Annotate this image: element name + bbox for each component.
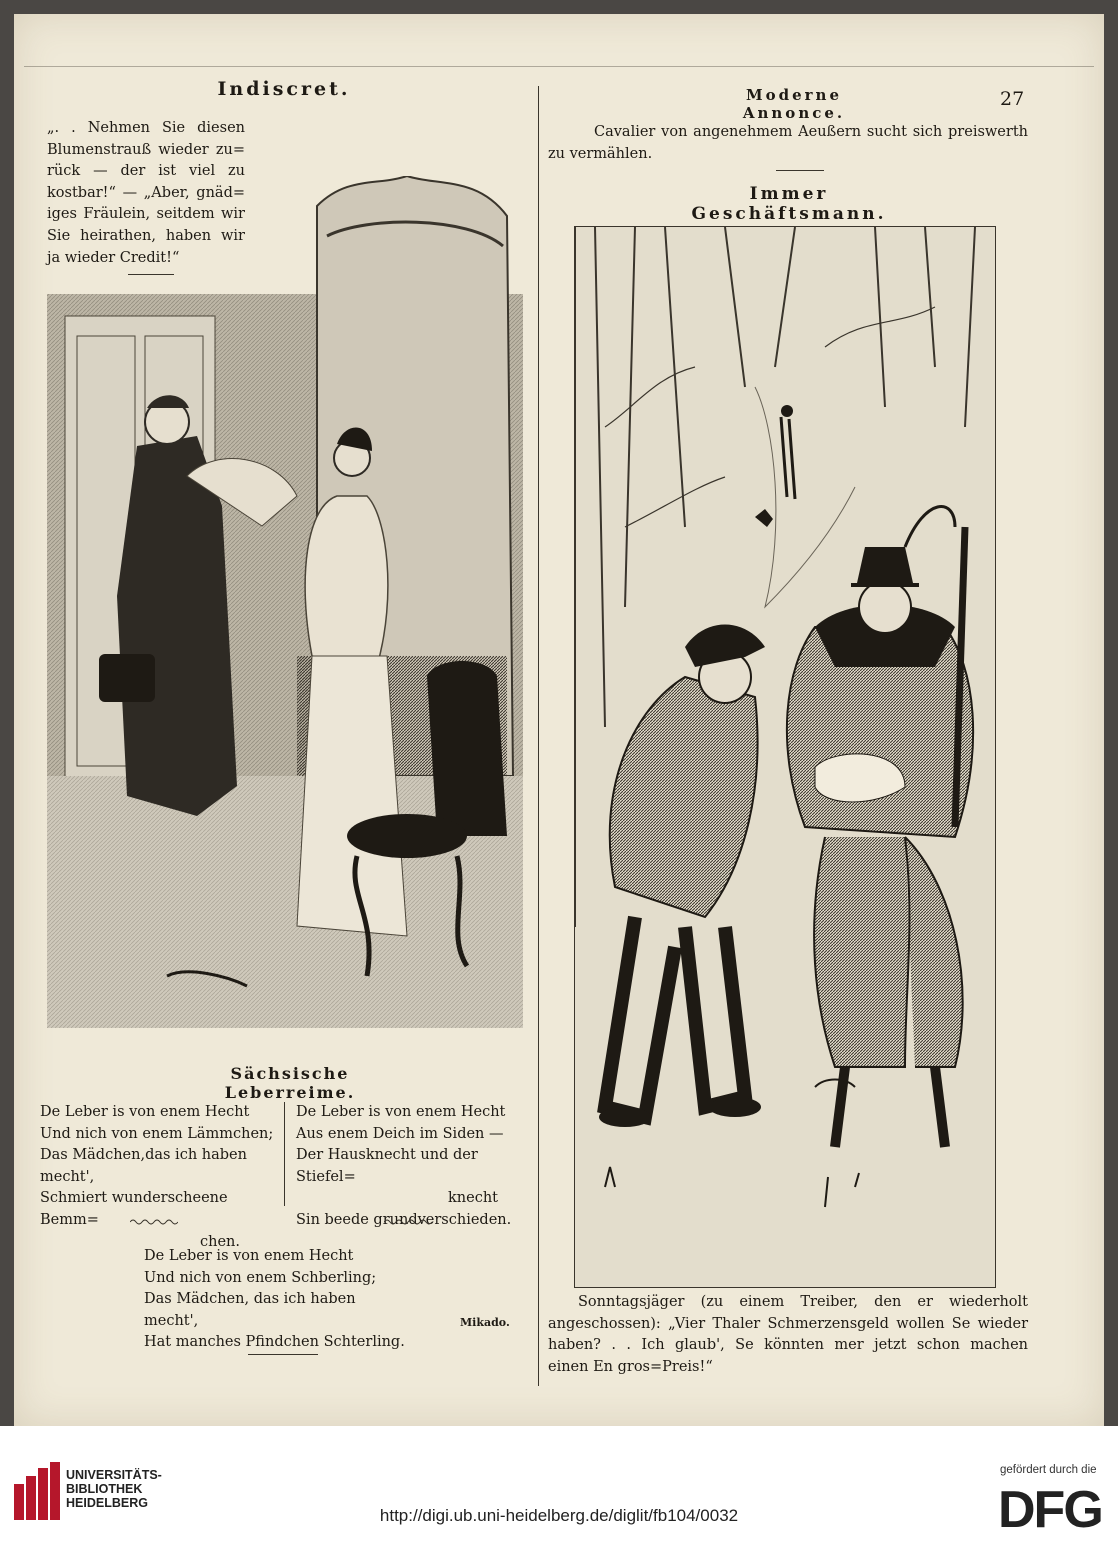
caption-line: einen En gros=Preis!“ [548, 1358, 713, 1375]
verse-three [144, 1246, 414, 1354]
geschaeftsmann-caption [548, 1292, 1028, 1378]
text-line: ja wieder Credit!“ [47, 249, 180, 266]
scanned-page [14, 14, 1104, 1426]
annonce-text [548, 122, 1028, 165]
text-line: zu vermählen. [548, 145, 653, 162]
verse-divider [284, 1102, 285, 1206]
text-line: rück — der ist viel zu [47, 163, 245, 180]
funding-note: gefördert durch die [1000, 1464, 1097, 1476]
indiscret-illustration [47, 176, 523, 1028]
author-signature: Mikado. [460, 1316, 510, 1329]
verse-line: knecht [448, 1190, 498, 1207]
verse-line: Sin beede grundverschieden. [296, 1211, 512, 1228]
verse-line: De Leber is von enem Hecht [40, 1104, 250, 1120]
short-rule [776, 170, 824, 171]
caption-line: haben? . . Ich glaub', Se könnten mer jetzt schon machen [548, 1337, 1028, 1354]
source-url[interactable]: http://digi.ub.uni-heidelberg.de/diglit/fb104/0032 [379, 1506, 739, 1525]
verse-line: Aus enem Deich im Siden — [296, 1125, 504, 1142]
verse-line: Der Hausknecht und der Stiefel= [296, 1147, 478, 1185]
verse-line: De Leber is von enem Hecht [296, 1104, 506, 1120]
text-line: iges Fräulein, seitdem wir [47, 206, 245, 223]
verse-line: Und nich von enem Schberling; [144, 1269, 377, 1286]
verse-line: Hat manches Pfindchen Schterling. [144, 1334, 405, 1351]
verse-line: Das Mädchen,das ich haben mecht', [40, 1147, 247, 1185]
verse-line: Und nich von enem Lämmchen; [40, 1125, 274, 1142]
caption-line: Sonntagsjäger (zu einem Treiber, den er wiederholt [578, 1294, 1028, 1310]
verse-line: chen. [200, 1233, 240, 1250]
leberreime-title: Sächsische Leberreime. [224, 1064, 356, 1102]
caption-line: angeschossen): „Vier Thaler Schmerzensgeld wollen Se wieder [548, 1315, 1028, 1332]
geschaeftsmann-title: Immer Geschäftsmann. [691, 184, 887, 224]
verse-two [296, 1102, 526, 1232]
ornament-wave [130, 1218, 178, 1226]
text-line: Blumenstrauß wieder zu= [47, 141, 245, 158]
library-line: HEIDELBERG [66, 1496, 148, 1510]
text-line: „. . Nehmen Sie diesen [47, 120, 245, 136]
verse-line: Das Mädchen, das ich haben mecht', [144, 1291, 356, 1329]
verse-line: Schmiert wunderscheene Bemm= [40, 1190, 228, 1228]
library-name [66, 1468, 162, 1510]
dfg-logo: DFG [998, 1481, 1102, 1539]
column-divider [538, 86, 539, 1386]
indiscret-title: Indiscret. [217, 78, 351, 100]
digitization-footer [0, 1426, 1118, 1556]
page-number: 27 [1000, 88, 1025, 110]
ornament-wave [384, 1218, 432, 1226]
library-line: BIBLIOTHEK [66, 1482, 143, 1496]
annonce-title: Moderne Annonce. [742, 86, 846, 122]
verse-one [40, 1102, 278, 1253]
text-line: Sie heirathen, haben wir [47, 227, 245, 244]
library-line: UNIVERSITÄTS- [66, 1468, 162, 1482]
header-rule [24, 66, 1094, 67]
text-line: Cavalier von angenehmem Aeußern sucht sich preiswerth [594, 124, 1028, 140]
text-line: kostbar!“ — „Aber, gnäd= [47, 184, 245, 201]
geschaeftsmann-illustration [574, 226, 996, 1288]
verse-line: De Leber is von enem Hecht [144, 1248, 354, 1264]
short-rule [248, 1354, 318, 1355]
